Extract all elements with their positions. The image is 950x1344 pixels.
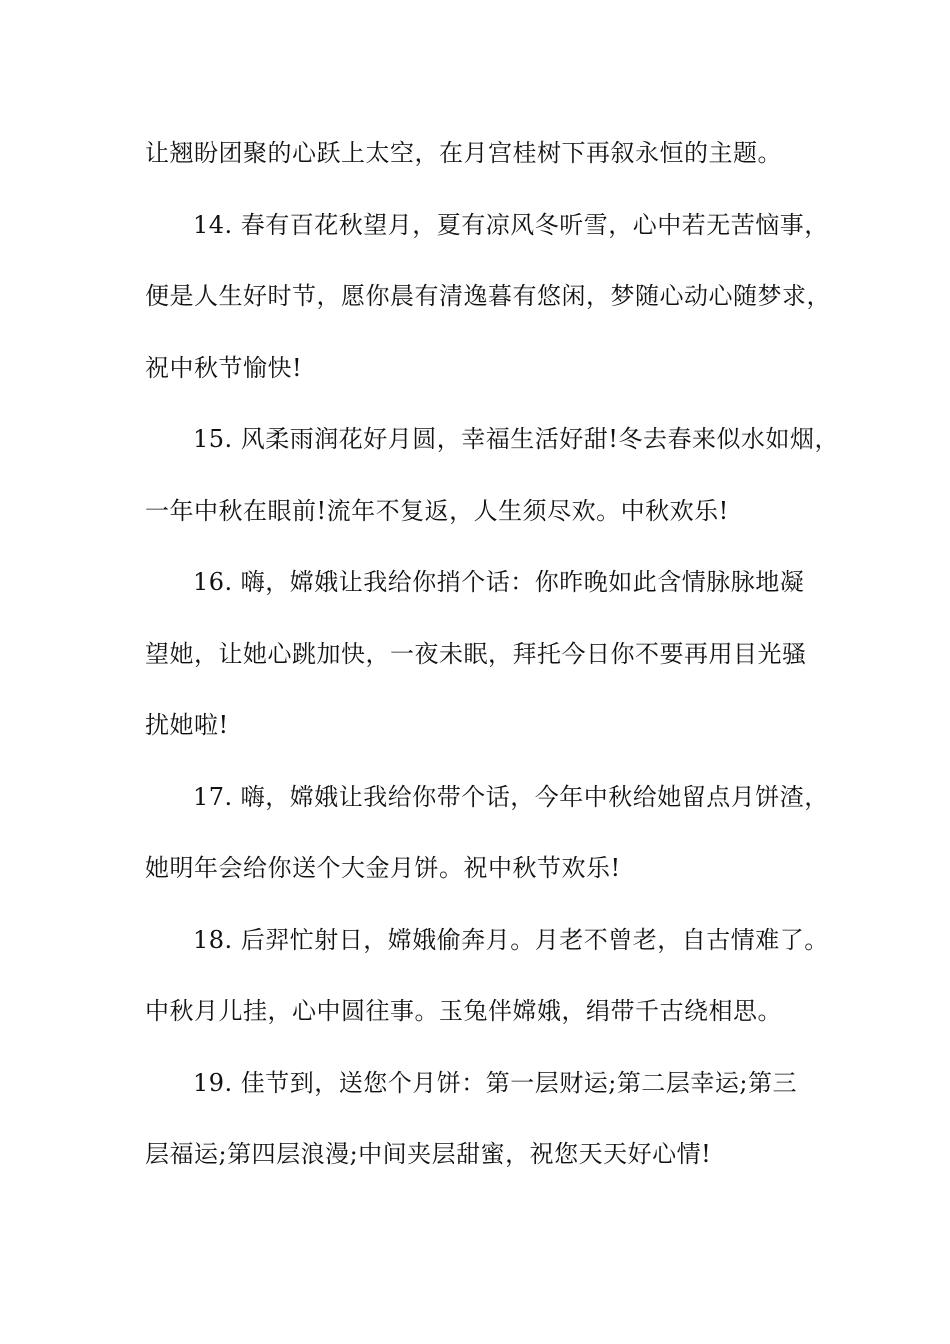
wish-item-16-line: 16. 嗨，嫦娥让我给你捎个话：你昨晚如此含情脉脉地凝	[193, 568, 805, 596]
text-line: 祝中秋节愉快!	[145, 353, 303, 382]
text-line: 层福运;第四层浪漫;中间夹层甜蜜，祝您天天好心情!	[145, 1140, 712, 1168]
text-line: 望她，让她心跳加快，一夜未眠，拜托今日你不要再用目光骚	[145, 639, 807, 668]
wish-item-15-line: 15. 风柔雨润花好月圆，幸福生活好甜!冬去春来似水如烟，	[193, 425, 839, 453]
wish-item-17-line: 17. 嗨，嫦娥让我给你带个话，今年中秋给她留点月饼渣，	[193, 782, 829, 811]
text-line: 中秋月儿挂，心中圆往事。玉兔伴嫦娥，绢带千古绕相思。	[145, 997, 782, 1025]
text-line: 扰她啦!	[145, 711, 229, 739]
wish-item-19-line: 19. 佳节到，送您个月饼：第一层财运;第二层幸运;第三	[193, 1068, 797, 1097]
text-line: 便是人生好时节，愿你晨有清逸暮有悠闲，梦随心动心随梦求，	[145, 282, 831, 310]
wish-item-18-line: 18. 后羿忙射日，嫦娥偷奔月。月老不曾老，自古情难了。	[193, 925, 829, 954]
wish-item-14-line: 14. 春有百花秋望月，夏有凉风冬听雪，心中若无苦恼事，	[193, 210, 829, 239]
document-body	[145, 128, 839, 1201]
text-line: 她明年会给你送个大金月饼。祝中秋节欢乐!	[145, 854, 621, 882]
text-line: 一年中秋在眼前!流年不复返，人生须尽欢。中秋欢乐!	[145, 496, 729, 525]
text-line: 让翘盼团聚的心跃上太空，在月宫桂树下再叙永恒的主题。	[145, 139, 782, 167]
